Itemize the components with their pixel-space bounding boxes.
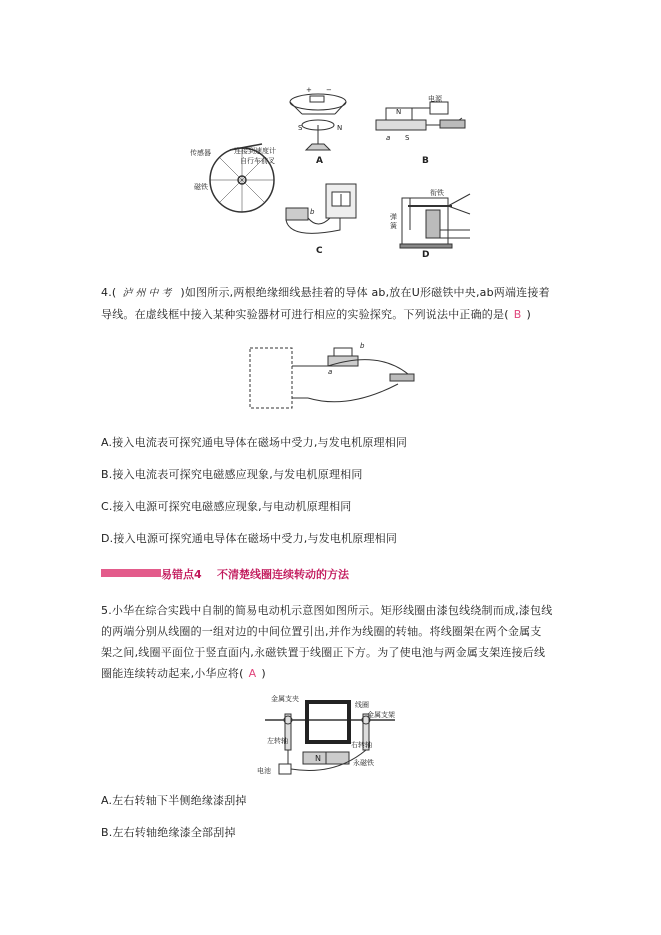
label-minus: − <box>326 86 332 94</box>
label-spring1: 弹 <box>390 213 397 221</box>
question-5 <box>101 600 571 684</box>
label-speedo2: 自行车前叉 <box>240 157 275 165</box>
q5-fig-left-axle: 左转轴 <box>267 737 288 745</box>
q4-option-d[interactable]: D.接入电源可探究通电导体在磁场中受力,与发电机原理相同 <box>101 532 398 545</box>
section-badge <box>101 569 161 577</box>
label-magnet: 磁铁 <box>194 183 208 191</box>
label-speedo1: 连接到速度计 <box>234 147 276 155</box>
label-sensor: 传感器 <box>190 149 211 157</box>
q5-fig-battery: 电池 <box>257 767 271 775</box>
q4-close: ) <box>526 308 531 321</box>
label-armature: 衔铁 <box>430 189 444 197</box>
figure-top <box>190 80 480 270</box>
label-d: D <box>422 250 430 260</box>
q4-figure-drawing <box>248 340 418 412</box>
q5-line-2: 的两端分别从线圈的一组对边的中间位置引出,并作为线圈的转轴。将线圈架在两个金属支 <box>101 625 542 638</box>
question-4 <box>101 282 571 325</box>
q5-figure <box>255 694 405 776</box>
section-header <box>101 566 571 582</box>
section-label: 易错点4 <box>161 568 202 581</box>
q4-line-1 <box>101 282 571 304</box>
q5-options <box>101 790 571 854</box>
q5-option-a[interactable]: A.左右转轴下半侧绝缘漆刮掉 <box>101 794 247 807</box>
label-n-b: N <box>396 108 402 116</box>
label-b-c: b <box>310 208 315 216</box>
q4-answer: B <box>513 308 522 321</box>
q5-fig-clip: 金属支夹 <box>271 695 299 703</box>
q5-fig-right-axle: 右转轴 <box>351 741 372 749</box>
q4-option-b[interactable]: B.接入电流表可探究电磁感应现象,与发电机原理相同 <box>101 468 363 481</box>
q4-text-2: 导线。在虚线框中接入某种实验器材可进行相应的实验探究。下列说法中正确的是( <box>101 308 509 321</box>
q5-line-3: 架之间,线圈平面位于竖直面内,永磁铁置于线圈正下方。为了使电池与两金属支架连接后线 <box>101 646 546 659</box>
q5-text-4: 圈能连续转动起来,小华应将( <box>101 667 244 680</box>
q5-fig-magnet: 永磁铁 <box>353 759 374 767</box>
q5-fig-n: N <box>315 754 321 763</box>
label-n-a: N <box>337 124 343 132</box>
q5-close: ) <box>261 667 266 680</box>
q4-text-1: )如图所示,两根绝缘细线悬挂着的导体 ab,放在U形磁铁中央,ab两端连接着 <box>180 286 550 299</box>
label-a-b: a <box>386 134 391 142</box>
label-s-b: S <box>405 134 410 142</box>
section-title: 不清楚线圈连续转动的方法 <box>217 568 349 581</box>
q5-fig-bracket: 金属支架 <box>367 711 395 719</box>
q5-line-4 <box>101 663 571 684</box>
q4-school: 泸州中考 <box>122 288 175 299</box>
q5-figure-drawing <box>255 694 405 776</box>
q5-line-1: 5.小华在综合实践中自制的简易电动机示意图如图所示。矩形线圈由漆包线绕制而成,漆包线 <box>101 604 553 617</box>
label-spring2: 簧 <box>390 222 397 230</box>
label-c: C <box>316 246 323 256</box>
q4-option-c[interactable]: C.接入电源可探究电磁感应现象,与电动机原理相同 <box>101 500 352 513</box>
q5-option-b[interactable]: B.左右转轴绝缘漆全部刮掉 <box>101 826 236 839</box>
q4-figure <box>248 340 418 412</box>
q5-fig-coil: 线圈 <box>355 701 369 709</box>
figure-top-drawing <box>190 80 480 270</box>
label-a: A <box>316 156 323 166</box>
q4-number: 4.( <box>101 286 117 299</box>
label-s-a: S <box>298 124 303 132</box>
label-power: 电源 <box>428 95 442 103</box>
q4-fig-a: a <box>328 368 333 376</box>
q4-option-a[interactable]: A.接入电流表可探究通电导体在磁场中受力,与发电机原理相同 <box>101 436 408 449</box>
label-plus: + <box>306 86 312 94</box>
q4-fig-b: b <box>360 342 365 350</box>
q4-line-2 <box>101 304 571 325</box>
label-b: B <box>422 156 429 166</box>
q5-answer: A <box>248 667 257 680</box>
q4-options <box>101 432 571 560</box>
